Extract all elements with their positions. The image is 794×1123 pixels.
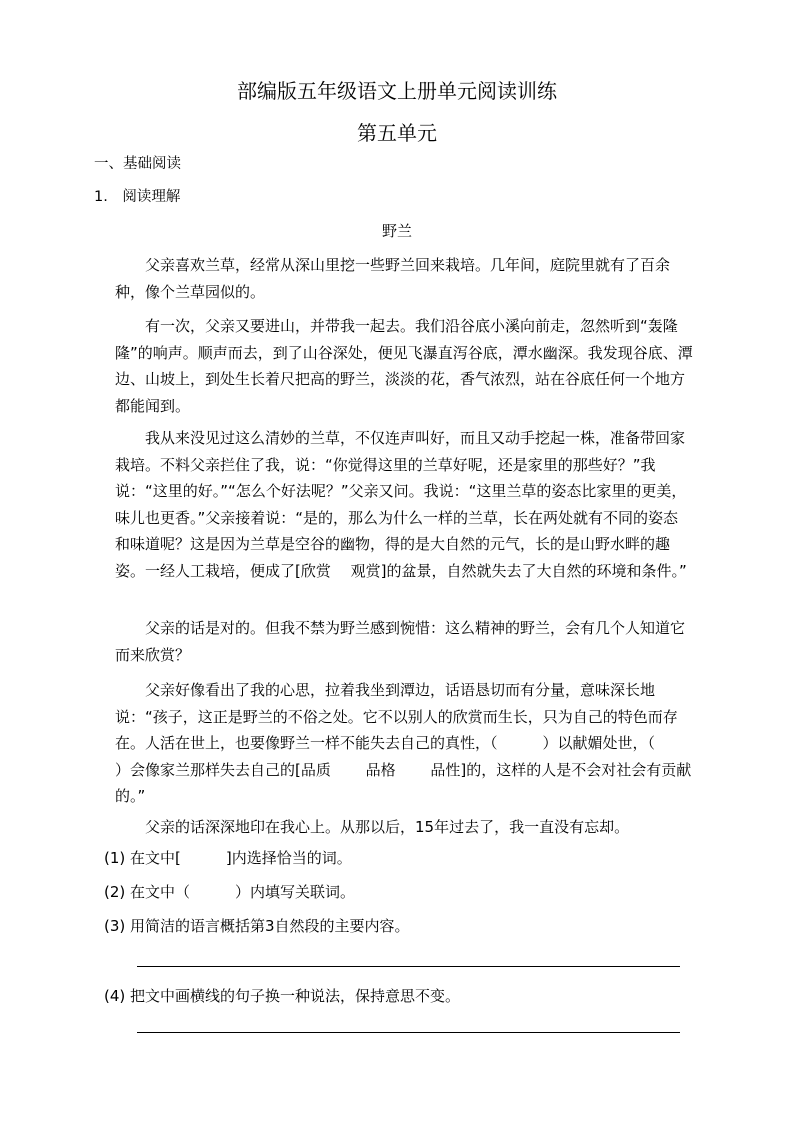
paragraph-6: 父亲的话深深地印在我心上。从那以后，15年过去了，我一直没有忘却。 xyxy=(145,818,630,836)
story-title: 野兰 xyxy=(381,222,412,240)
paragraph-2: 有一次，父亲又要进山，并带我一起去。我们沿谷底小溪向前走，忽然听到“轰隆隆”的响声。顺声而去，到了山谷深处，便见飞瀑直泻谷底，潭水幽深。我发现谷底、潭边、山坡上，到处生长着尺把高的野兰，淡淡的花，香气浓烈，站在谷底任何一个地方都能闻到。 xyxy=(115,317,693,415)
question-group-heading: 1. 阅读理解 xyxy=(94,189,181,205)
paragraph-3: 我从来没见过这么清妙的兰草，不仅连声叫好，而且又动手挖起一株，准备带回家栽培。不料父亲拦住了我，说：“你觉得这里的兰草好呢，还是家里的那些好？”我说：“这里的好。”“怎么个好法呢？”父亲又问。我说：“这里兰草的姿态比家里的更美，味儿也更香。”父亲接着说：“是的，那么为什么一样的兰草，长在两处就有不同的姿态和味道呢？这是因为兰草是空谷的幽物，得的是大自然的元气，长的是山野水畔的趣姿。一经人工栽培，便成了[欣赏 观赏]的盆景，自然就失去了大自然的环境和条件。” xyxy=(115,429,687,580)
section-heading: 一、基础阅读 xyxy=(94,156,181,172)
answer-line-4[interactable] xyxy=(137,1032,680,1033)
question-2: (2) 在文中（ ）内填写关联词。 xyxy=(104,883,356,901)
unit-title: 第五单元 xyxy=(357,121,437,145)
paragraph-5: 父亲好像看出了我的心思，拉着我坐到潭边，话语恳切而有分量，意味深长地说：“孩子，这正是野兰的不俗之处。它不以别人的欣赏而生长，只为自己的特色而存在。人活在世上，也要像野兰一样不能失去自己的真性，（ ）以献媚处世，（ ）会像家兰那样失去自己的[品质 品格 品性]的，这样的人是不会对社会有贡献的。” xyxy=(115,681,701,805)
paragraph-1: 父亲喜欢兰草，经常从深山里挖一些野兰回来栽培。几年间，庭院里就有了百余种，像个兰草园似的。 xyxy=(115,256,671,301)
question-1: (1) 在文中[ ]内选择恰当的词。 xyxy=(104,849,352,867)
question-4: (4) 把文中画横线的句子换一种说法，保持意思不变。 xyxy=(104,987,461,1005)
question-3: (3) 用简洁的语言概括第3自然段的主要内容。 xyxy=(104,917,410,935)
document-title: 部编版五年级语文上册单元阅读训练 xyxy=(237,79,557,103)
answer-line-3[interactable] xyxy=(137,966,680,967)
paragraph-4: 父亲的话是对的。但我不禁为野兰感到惋惜：这么精神的野兰，会有几个人知道它而来欣赏？ xyxy=(115,619,686,664)
